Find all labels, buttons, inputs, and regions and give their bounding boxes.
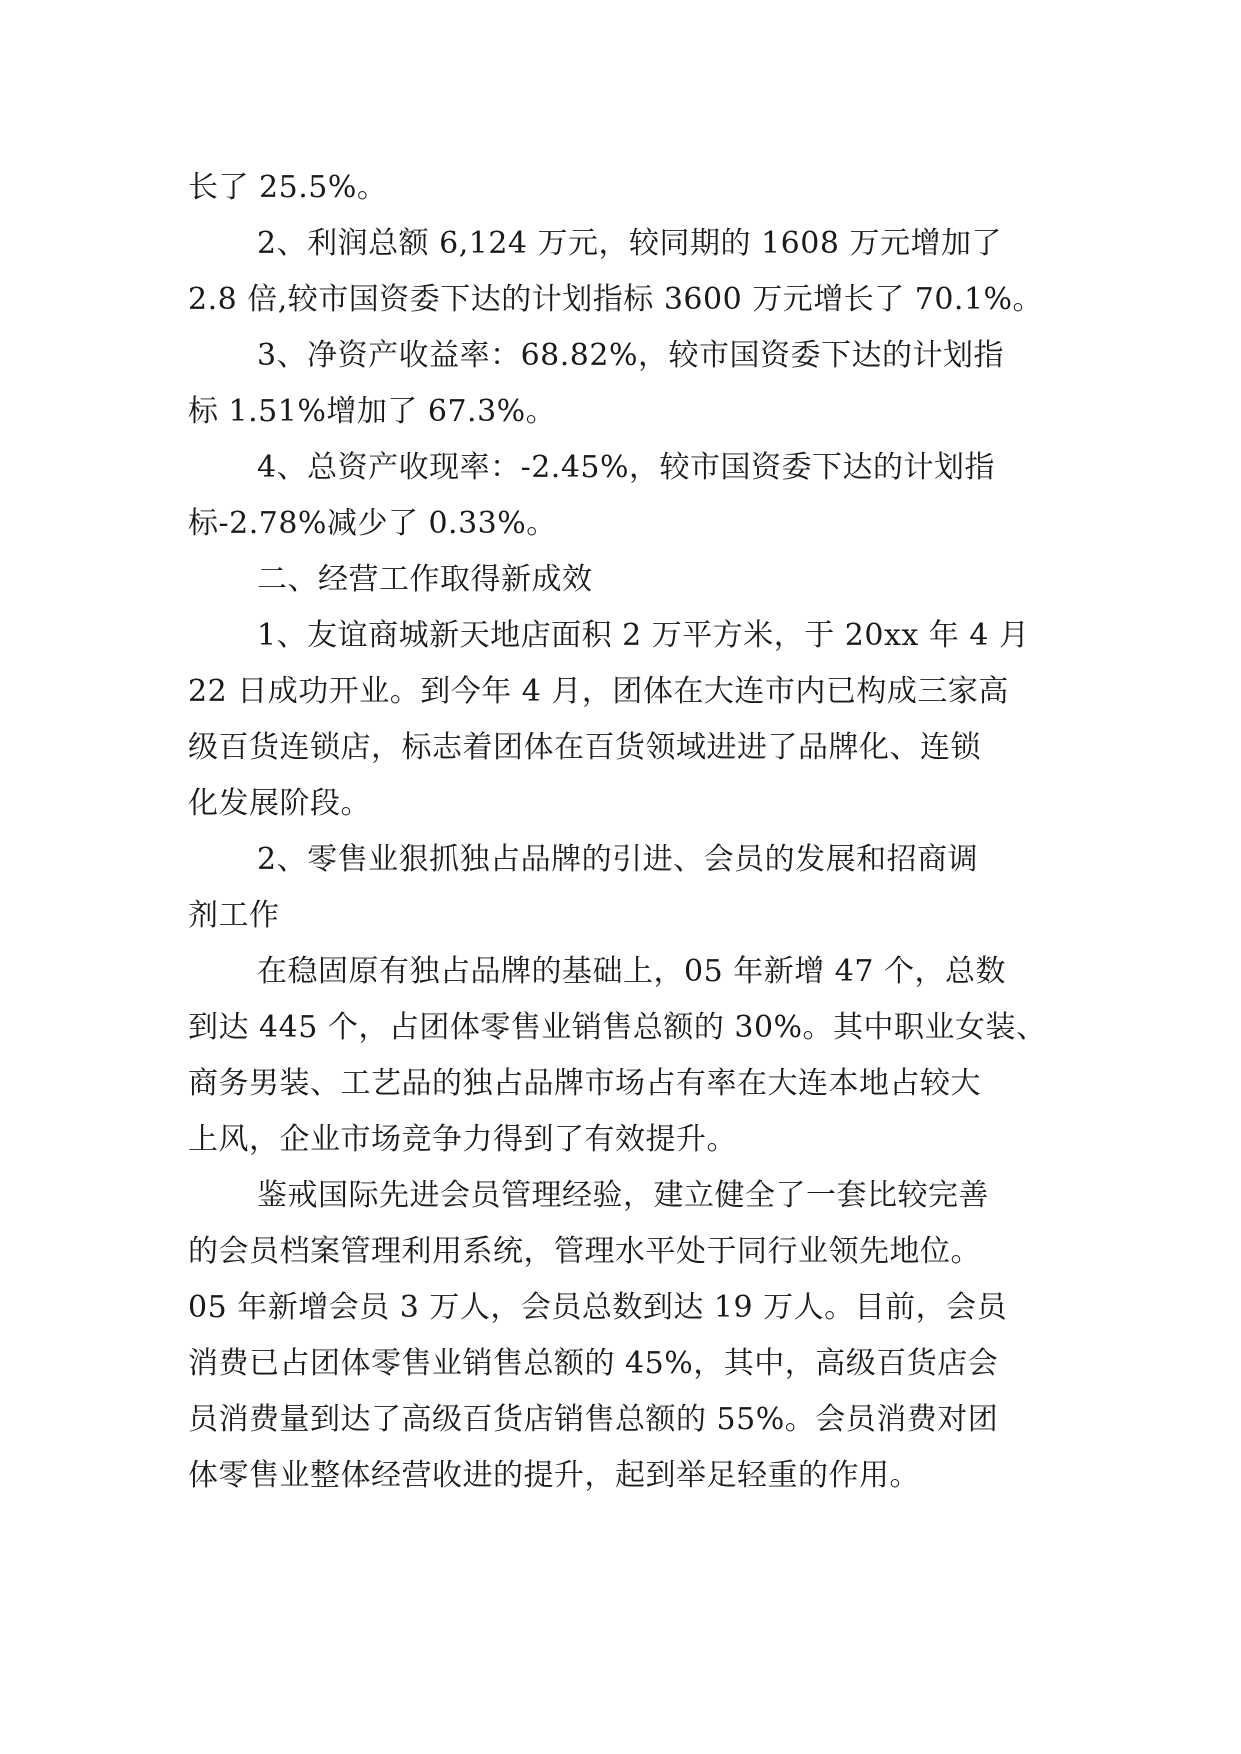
text-line: 剂工作 xyxy=(188,898,280,933)
text-line: 员消费量到达了高级百货店销售总额的 55%。会员消费对团 xyxy=(188,1402,999,1437)
text-line: 标-2.78%减少了 0.33%。 xyxy=(188,506,557,541)
text-line: 2.8 倍,较市国资委下达的计划指标 3600 万元增长了 70.1%。 xyxy=(188,282,1044,317)
text-line: 到达 445 个，占团体零售业销售总额的 30%。其中职业女装、 xyxy=(188,1010,1047,1045)
text-line: 鉴戒国际先进会员管理经验，建立健全了一套比较完善 xyxy=(257,1178,989,1213)
text-line: 在稳固原有独占品牌的基础上，05 年新增 47 个，总数 xyxy=(257,954,1006,989)
text-line: 标 1.51%增加了 67.3%。 xyxy=(188,394,557,429)
text-line: 22 日成功开业。到今年 4 月，团体在大连市内已构成三家高 xyxy=(188,674,1009,709)
text-line: 3、净资产收益率：68.82%，较市国资委下达的计划指 xyxy=(257,338,1004,373)
text-line: 2、零售业狠抓独占品牌的引进、会员的发展和招商调 xyxy=(257,842,979,877)
text-line: 4、总资产收现率：-2.45%，较市国资委下达的计划指 xyxy=(257,450,996,485)
text-line: 化发展阶段。 xyxy=(188,786,371,821)
text-line: 长了 25.5%。 xyxy=(188,170,388,205)
text-line: 05 年新增会员 3 万人，会员总数到达 19 万人。目前，会员 xyxy=(188,1290,1008,1325)
text-line: 级百货连锁店，标志着团体在百货领域进进了品牌化、连锁 xyxy=(188,730,981,765)
text-line: 1、友谊商城新天地店面积 2 万平方米，于 20xx 年 4 月 xyxy=(257,618,1030,653)
text-line: 的会员档案管理利用系统，管理水平处于同行业领先地位。 xyxy=(188,1234,981,1269)
text-line: 商务男装、工艺品的独占品牌市场占有率在大连本地占较大 xyxy=(188,1066,981,1101)
text-line: 2、利润总额 6,124 万元，较同期的 1608 万元增加了 xyxy=(257,226,1002,261)
section-heading: 二、经营工作取得新成效 xyxy=(257,562,593,597)
text-line: 体零售业整体经营收进的提升，起到举足轻重的作用。 xyxy=(188,1458,920,1493)
text-line: 上风，企业市场竞争力得到了有效提升。 xyxy=(188,1122,737,1157)
text-line: 消费已占团体零售业销售总额的 45%，其中，高级百货店会 xyxy=(188,1346,999,1381)
